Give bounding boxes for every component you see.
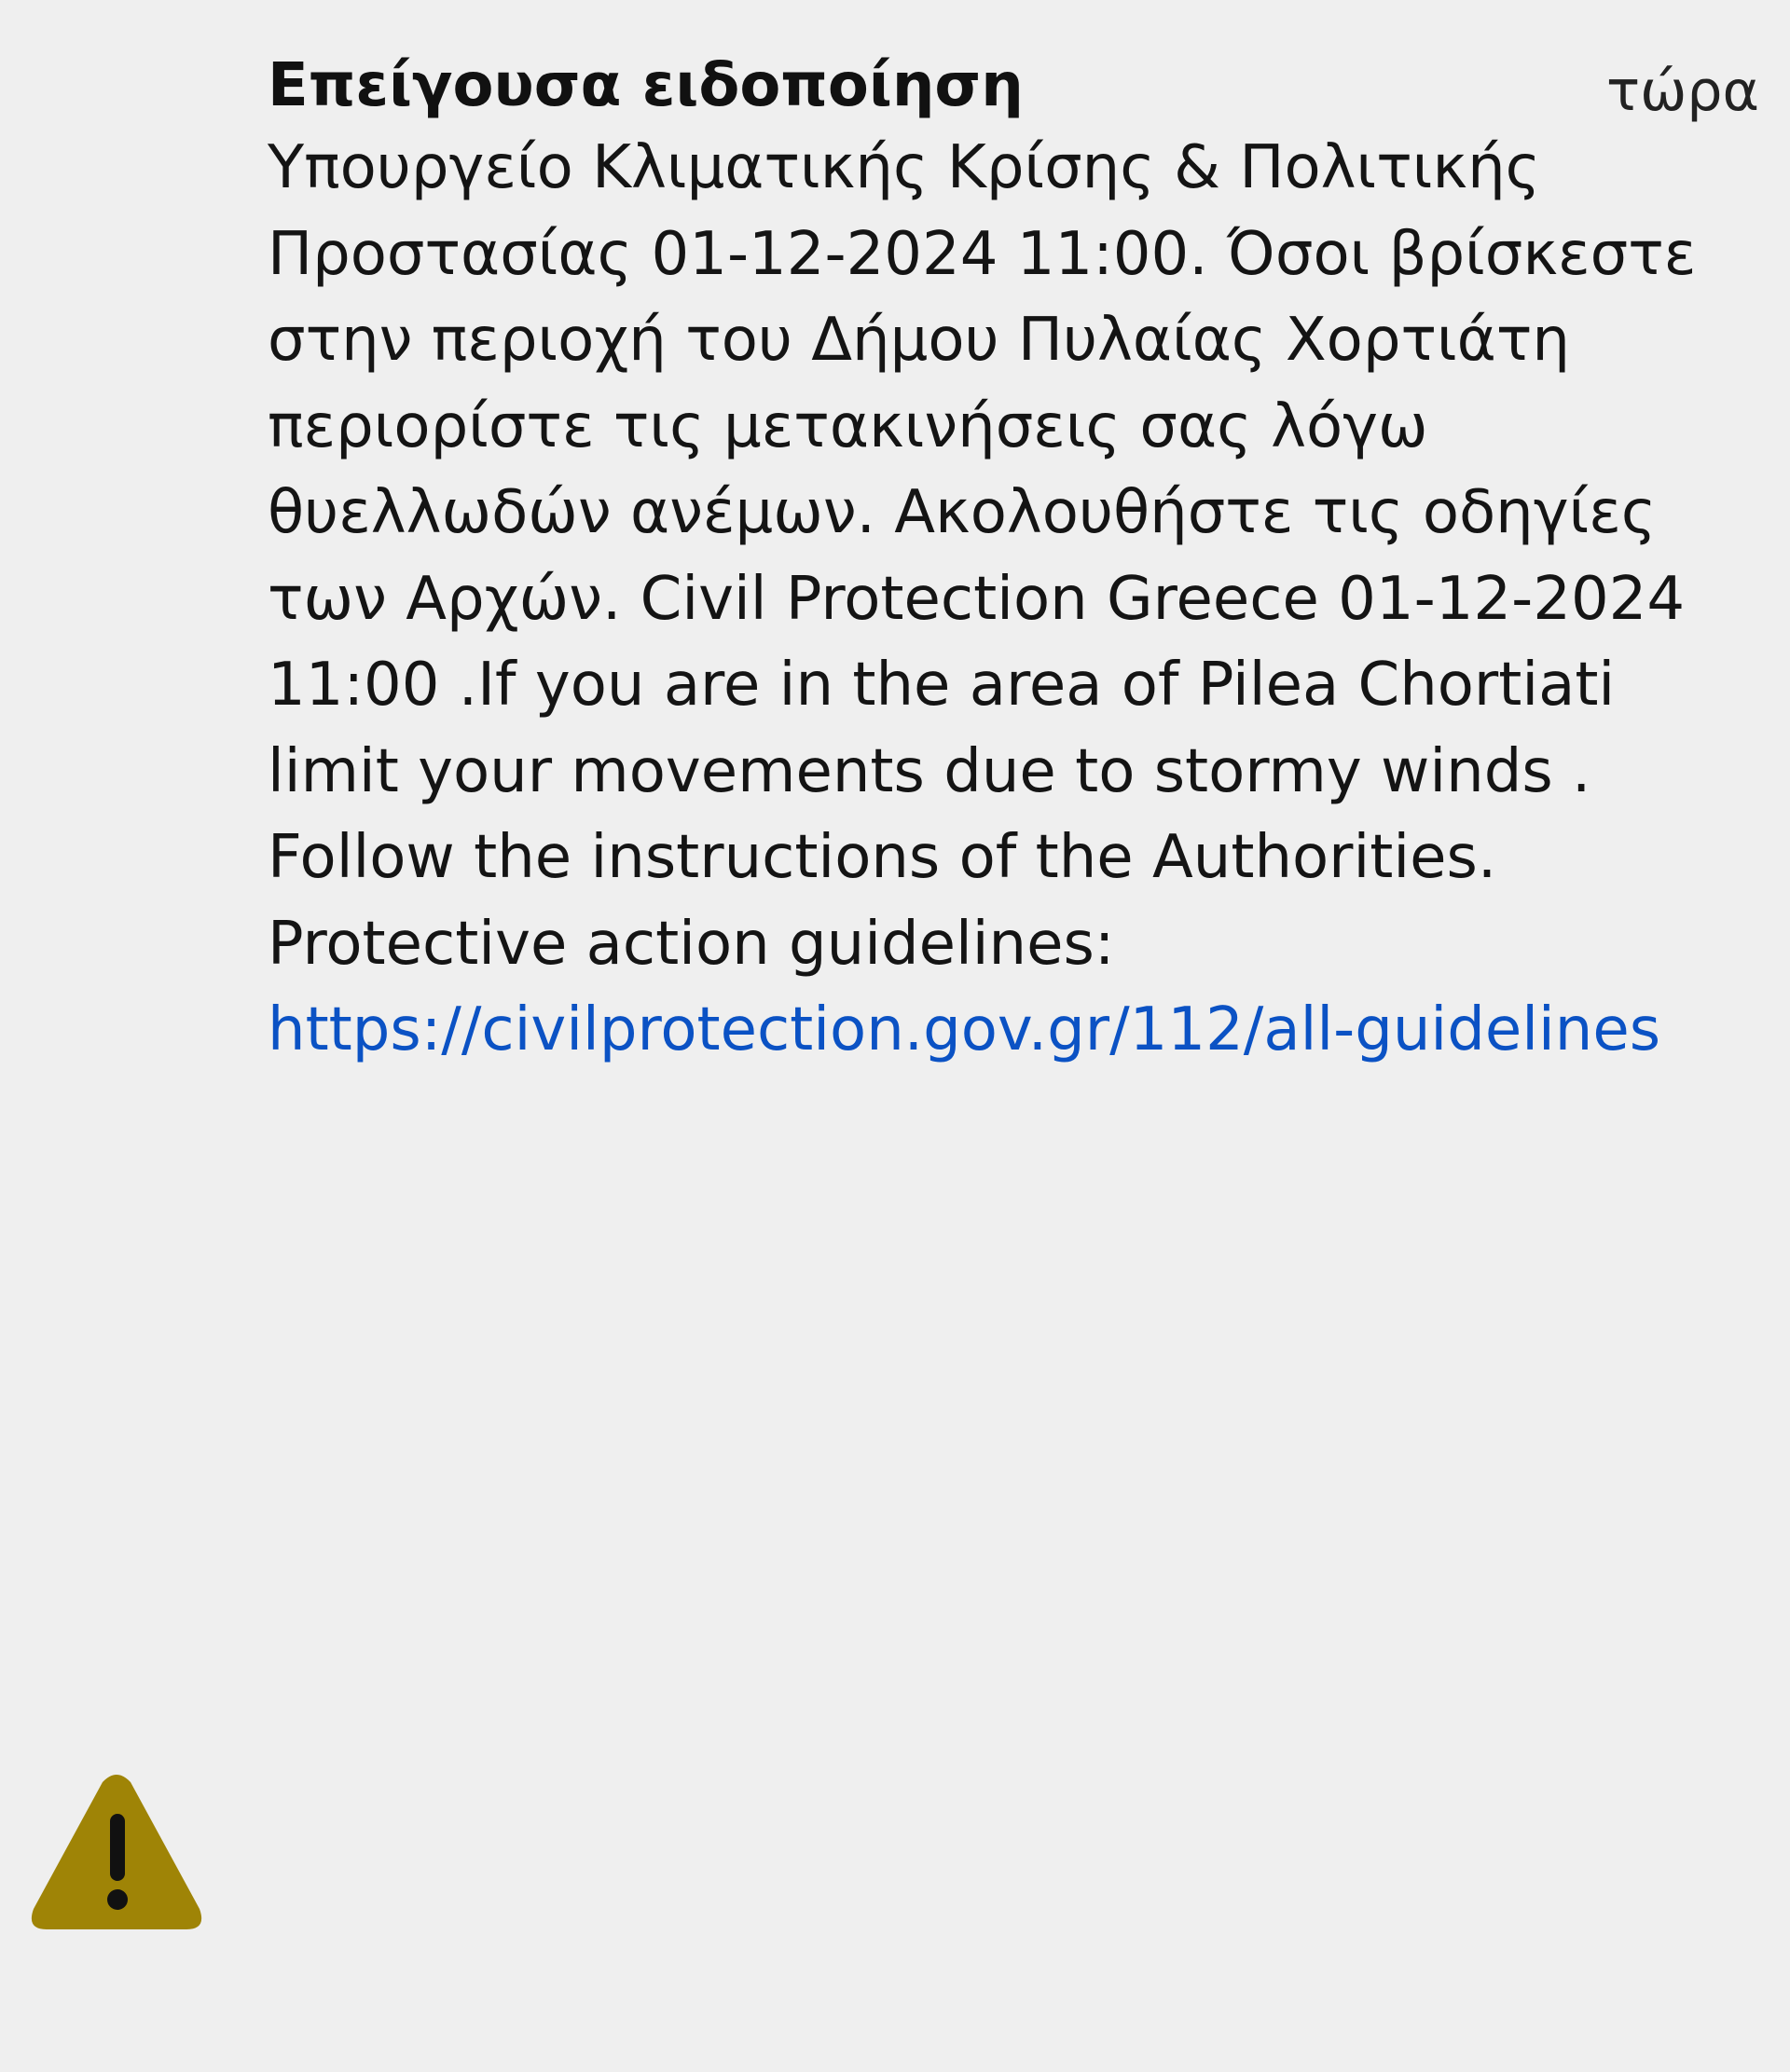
guidelines-link[interactable]: https://civilprotection.gov.gr/112/all-guidelines [268, 995, 1661, 1064]
alert-message [268, 125, 1750, 1074]
alert-body-text: Υπουργείο Κλιματικής Κρίσης & Πολιτικής Προστασίας 01-12-2024 11:00. Όσοι βρίσκεστε στην περιοχή του Δήμου Πυλαίας Χορτιάτη περιορίστε τις μετακινήσεις σας λόγω θυελλωδών ανέμων. Ακολουθήστε τις οδηγίες των Αρχών. Civil Protection Greece 01-12-2024 11:00 .If you are in the area of Pilea Chortiati limit your movements due to stormy winds . Follow the instructions of the Authorities. Protective action guidelines: [268, 133, 1697, 979]
alert-title: Επείγουσα ειδοποίηση [268, 51, 1024, 120]
warning-triangle-icon [28, 1771, 205, 1939]
alert-timestamp: τώρα [1605, 59, 1759, 124]
alert-header [268, 39, 1759, 132]
exclamation-bar [110, 1814, 125, 1881]
exclamation-dot [107, 1889, 128, 1910]
